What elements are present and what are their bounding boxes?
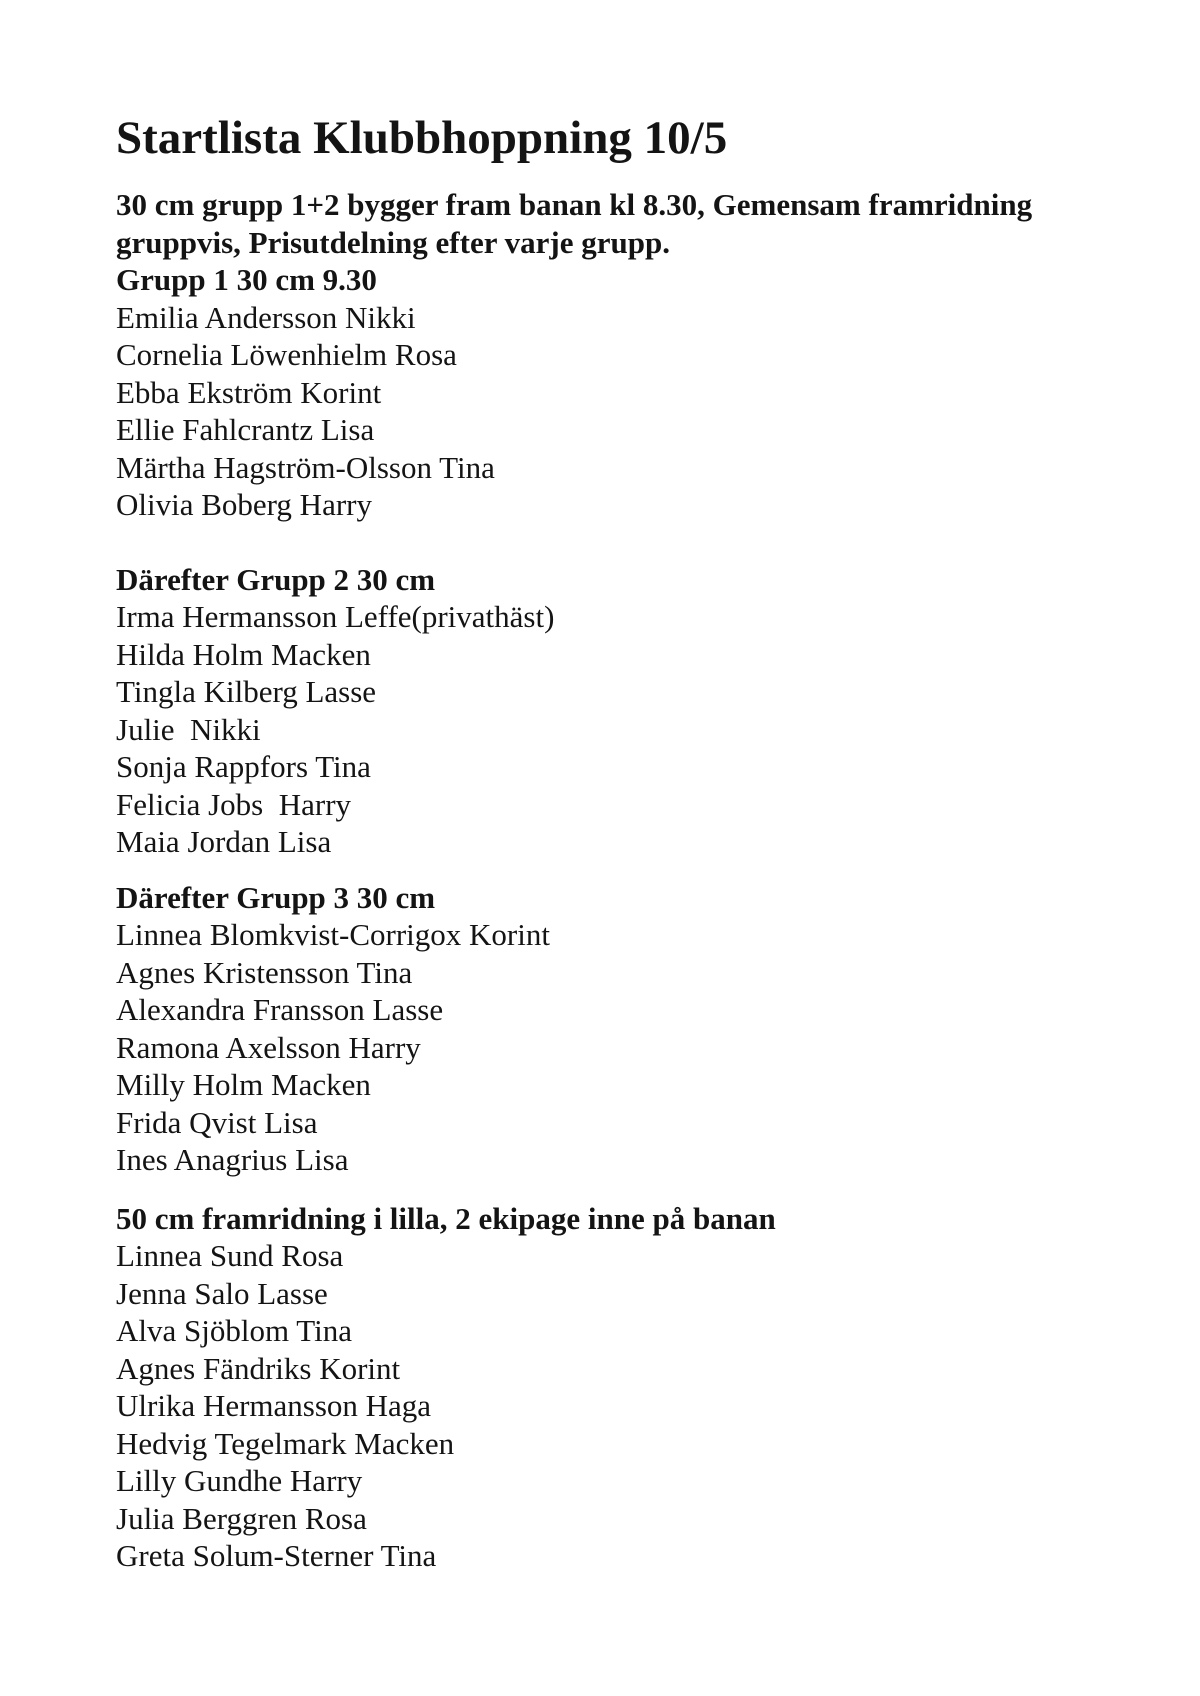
list-item: Irma Hermansson Leffe(privathäst): [116, 599, 555, 634]
section-50cm: [116, 1200, 1116, 1575]
section-heading: Därefter Grupp 3 30 cm: [116, 879, 436, 915]
list-item: Agnes Fändriks Korint: [116, 1350, 401, 1386]
section-heading: 50 cm framridning i lilla, 2 ekipage inne på banan: [116, 1200, 776, 1236]
list-item: Alva Sjöblom Tina: [116, 1313, 352, 1348]
list-item: Ulrika Hermansson Haga: [116, 1388, 432, 1423]
list-item: Alexandra Fransson Lasse: [116, 992, 444, 1027]
list-item: Julia Berggren Rosa: [116, 1500, 367, 1536]
section-group-1: [116, 261, 1116, 524]
section-group-2: [116, 561, 1116, 861]
list-item: Linnea Blomkvist-Corrigox Korint: [116, 917, 550, 952]
list-item: Agnes Kristensson Tina: [116, 954, 413, 990]
intro-text: 30 cm grupp 1+2 bygger fram banan kl 8.30, Gemensam framridning gruppvis, Prisutdelning efter varje grupp.: [116, 187, 1033, 260]
section-group-3: [116, 879, 1116, 1179]
document-title: Startlista Klubbhoppning 10/5: [116, 112, 728, 164]
list-item: Jenna Salo Lasse: [116, 1275, 328, 1311]
list-item: Emilia Andersson Nikki: [116, 299, 416, 335]
list-item: Felicia Jobs Harry: [116, 786, 352, 822]
list-item: Cornelia Löwenhielm Rosa: [116, 337, 457, 372]
list-item: Hedvig Tegelmark Macken: [116, 1425, 455, 1461]
section-heading: Därefter Grupp 2 30 cm: [116, 561, 436, 597]
list-item: Greta Solum-Sterner Tina: [116, 1538, 437, 1573]
list-item: Ramona Axelsson Harry: [116, 1029, 421, 1065]
list-item: Julie Nikki: [116, 711, 261, 747]
list-item: Olivia Boberg Harry: [116, 487, 372, 522]
list-item: Sonja Rappfors Tina: [116, 749, 371, 784]
list-item: Milly Holm Macken: [116, 1067, 371, 1102]
list-item: Linnea Sund Rosa: [116, 1238, 344, 1273]
section-heading: Grupp 1 30 cm 9.30: [116, 262, 377, 297]
list-item: Ines Anagrius Lisa: [116, 1142, 349, 1177]
list-item: Frida Qvist Lisa: [116, 1104, 318, 1140]
list-item: Maia Jordan Lisa: [116, 824, 332, 859]
list-item: Ellie Fahlcrantz Lisa: [116, 412, 375, 447]
document-page: [116, 110, 1116, 1575]
list-item: Märtha Hagström-Olsson Tina: [116, 449, 495, 485]
list-item: Lilly Gundhe Harry: [116, 1463, 363, 1498]
list-item: Ebba Ekström Korint: [116, 374, 382, 410]
list-item: Hilda Holm Macken: [116, 636, 371, 672]
list-item: Tingla Kilberg Lasse: [116, 674, 377, 709]
